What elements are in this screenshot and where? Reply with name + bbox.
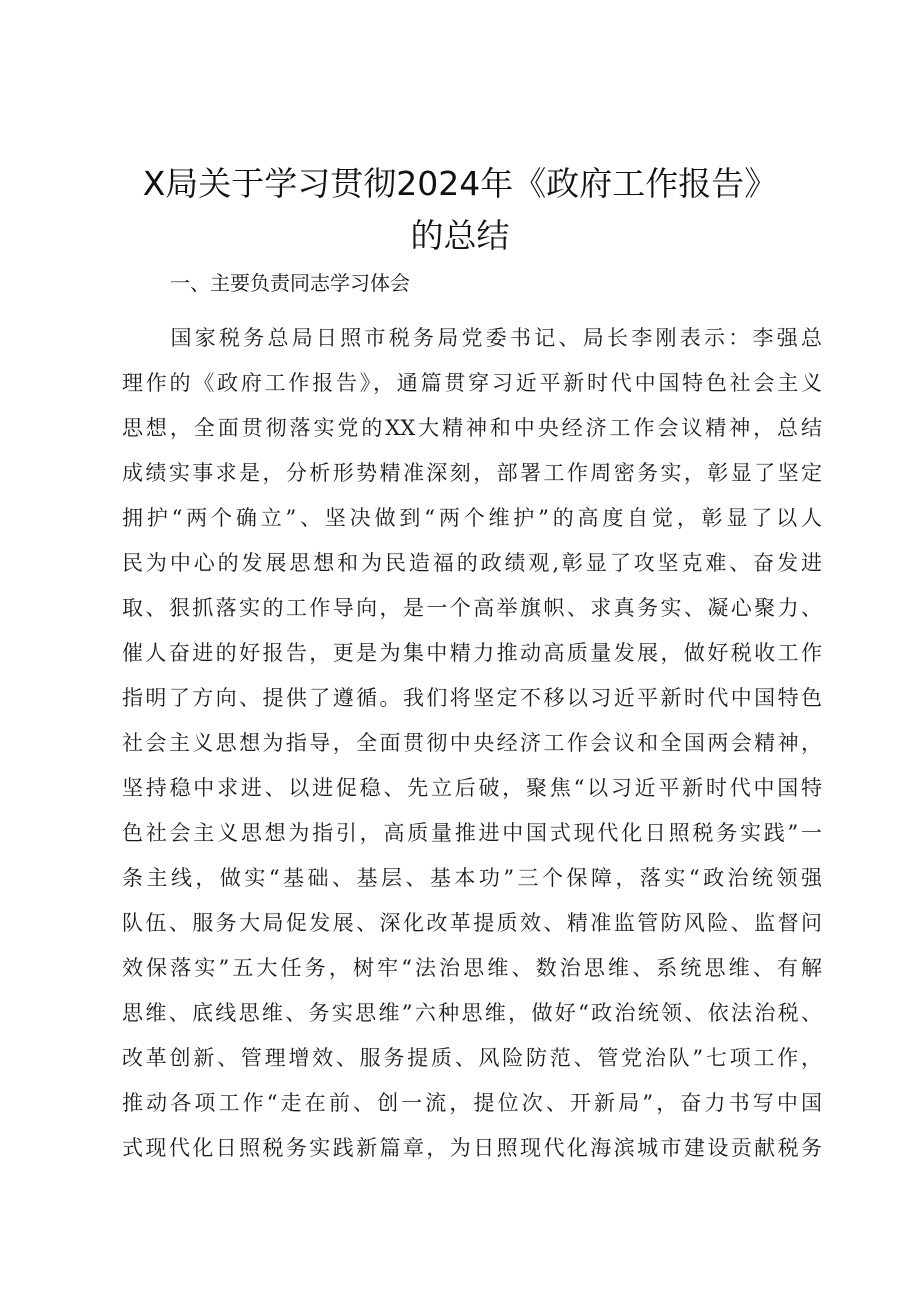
section-heading: 一、主要负责同志学习体会 [170,271,410,295]
document-title-line-2: 的总结 [410,216,510,255]
paragraph-line: 民为中心的发展思想和为民造福的政绩观,彰显了攻坚克难、奋发进 [122,551,822,575]
paragraph-line: 条主线，做实“基础、基层、基本功”三个保障，落实“政治统领强 [122,866,822,890]
paragraph-line: 式现代化日照税务实践新篇章，为日照现代化海滨城市建设贡献税务 [122,1136,822,1160]
paragraph-line: 队伍、服务大局促发展、深化改革提质效、精准监管防风险、监督问 [122,911,822,935]
paragraph-line: 色社会主义思想为指引，高质量推进中国式现代化日照税务实践”一 [122,821,822,845]
paragraph-line: 推动各项工作“走在前、创一流，提位次、开新局”，奋力书写中国 [122,1091,822,1115]
paragraph-line: 催人奋进的好报告，更是为集中精力推动高质量发展，做好税收工作 [122,641,822,665]
paragraph-line: 指明了方向、提供了遵循。我们将坚定不移以习近平新时代中国特色 [122,686,822,710]
paragraph-line: 理作的《政府工作报告》，通篇贯穿习近平新时代中国特色社会主义 [122,371,822,395]
paragraph-line: 改革创新、管理增效、服务提质、风险防范、管党治队”七项工作， [122,1046,822,1070]
paragraph-line: 思维、底线思维、务实思维”六种思维，做好“政治统领、依法治税、 [122,1001,822,1025]
paragraph-line: 拥护“两个确立”、坚决做到“两个维护”的高度自觉，彰显了以人 [122,506,822,530]
document-title-line-1: X局关于学习贯彻2024年《政府工作报告》 [142,164,778,203]
paragraph-line: 社会主义思想为指导，全面贯彻中央经济工作会议和全国两会精神， [122,731,822,755]
body-paragraph [122,316,822,1171]
paragraph-line: 取、狠抓落实的工作导向，是一个高举旗帜、求真务实、凝心聚力、 [122,596,822,620]
paragraph-line: 思想，全面贯彻落实党的XX大精神和中央经济工作会议精神，总结 [122,416,822,440]
paragraph-line: 成绩实事求是，分析形势精准深刻，部署工作周密务实，彰显了坚定 [122,461,822,485]
paragraph-line: 效保落实”五大任务，树牢“法治思维、数治思维、系统思维、有解 [122,956,822,980]
paragraph-line: 国家税务总局日照市税务局党委书记、局长李刚表示：李强总 [122,326,822,350]
paragraph-line: 坚持稳中求进、以进促稳、先立后破，聚焦“以习近平新时代中国特 [122,776,822,800]
